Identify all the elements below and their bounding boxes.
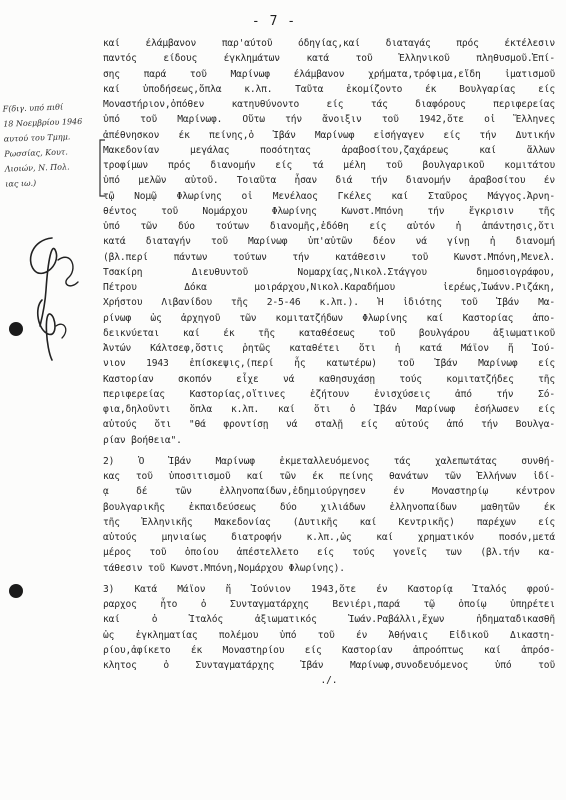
text-line: 3) Κατά Μάϊον ἤ Ἰούνιον 1943,ὅτε έν Καστορίᾳ Ἰταλός φρού- [103, 583, 555, 595]
text-line: κας τοῦ ὑποσιτισμοῦ καί τῶν έκ πείνης θανάτων τῶν Ἑλλήνων ἰδί- [103, 471, 555, 482]
text-line: Καστορίαν σκοπόν εἶχε νά καθησυχάσῃ τούς κομιτατζήδες τῆς [103, 373, 555, 385]
text-line: Μακεδονίαν μεγάλας ποσότητας ἀραβοσίτου,ζαχάρεως καί ἄλλων [103, 144, 555, 156]
text-line: κατά διαταγήν τοῦ Μαρίνωφ ὑπ'αὐτῶν δέον νά γίνῃ ἡ διανομή [103, 236, 555, 248]
text-line: ἀπέθνησκον έκ πείνης,ὁ Ἰβάν Μαρίνωφ εἰσήγαγεν είς τήν Δυτικήν [103, 129, 555, 141]
page-number: - 7 - [251, 14, 297, 29]
text-line: τροφίμων πρός διανομήν είς τά μέλη τοῦ βουλγαρικοῦ κομιτάτου [103, 160, 555, 171]
text-line: (βλ.περί πάντων τούτων τήν κατάθεσιν τοῦ Κωνστ.Μπόνη,Μενελ. [103, 251, 555, 263]
text-line: Πέτρου Δόκα μοιράρχου,Νικολ.Καραδήμου ἱερέως,Ἰωάνν.Ριζάκη, [103, 282, 555, 293]
text-line: φια,δηλοῦντι ὅπλα κ.λπ. καί ὅτι ὁ Ἰβάν Μαρίνωφ ἐσήλωσεν είς [103, 404, 555, 415]
text-line: ./. [320, 675, 338, 687]
text-line: σης παρά τοῦ Μαρίνωφ έλάμβανον χρήματα,τρόφιμα,εἴδη ἱματισμοῦ [103, 68, 555, 80]
text-line: Μοναστήριον,ὁπόθεν κατηυθύνοντο είς τάς διαφόρους περιφερείας [103, 99, 555, 110]
text-line: ὑπό μελῶν αὐτοῦ. Τοιαῦτα ἦσαν διά τήν διανομήν ἀραβοσίτου έν [103, 175, 555, 187]
text-line: αὐτούς ὅτι "θά φροντίσῃ νά σταλῇ είς αὐτούς ἀπό τήν Βουλγα- [103, 419, 555, 431]
handwritten-margin-note [2, 98, 99, 191]
text-line: καί ὑποδήσεως,ὅπλα κ.λπ. Ταῦτα ἐκομίζοντο έκ Βουλγαρίας είς [103, 83, 555, 95]
text-line: 2) Ὁ Ἰβάν Μαρίνωφ ἐκμεταλλευόμενος τάς χαλεπωτάτας συνθή- [103, 455, 555, 467]
margin-note-line: ιας ιω.) [5, 178, 37, 189]
text-line: καί έλάμβανον παρ'αύτοῦ όδηγίας,καί διαταγάς πρός έκτέλεσιν [103, 38, 555, 49]
text-line: Τσακίρη Διευθυντοῦ Νομαρχίας,Νικολ.Στάγγου δημοσιογράφου, [103, 266, 555, 278]
text-line: ὑπό τῶν δύο τούτων διανομῆς,ἐδόθη είς αὐτόν ἡ ἀπάντησις,ὅτι [103, 221, 555, 232]
punch-hole [9, 322, 23, 336]
text-line: ᾳ δέ τῶν ἑλληνοπαίδων,ἐδημιούργησεν έν Μοναστηρίῳ κέντρον [103, 486, 555, 498]
margin-note-line: Ρωσσίας, Κουτ. [4, 147, 68, 159]
text-line: παντός είδους έγκλημάτων κατά τοῦ Ἑλληνικοῦ πληθυσμοῦ.Ἐπί- [103, 53, 555, 65]
text-line: τῆς Ἑλληνικῆς Μακεδονίας (Δυτικῆς καί Κεντρικῆς) παρέχων είς [103, 516, 555, 528]
text-line: κλητος ὁ Συνταγματάρχης Ἰβάν Μαρίνωφ,συνοδευόμενος ὑπό τοῦ [103, 660, 555, 671]
text-line: δεικνύεται καί έκ τῆς καταθέσεως τοῦ βουλγάρου ἀξιωματικοῦ [103, 327, 555, 339]
text-line: ραρχος ἦτο ὁ Συνταγματάρχης Βενιέρι,παρά τῷ ὁποίῳ ὑπηρέτει [103, 599, 555, 610]
handwritten-signature [12, 230, 92, 370]
text-line: καί ὁ Ἰταλός ἀξιωματικός Ἰωάν.Ραβάλλι,ἔχων ἠδηματαδικασθῆ [103, 614, 555, 626]
margin-note-line: αυτού του Τμημ. [3, 132, 71, 144]
margin-note-line: F(διγ. υπό πιθί [2, 102, 64, 114]
text-line: μέρος τοῦ ὁποίου ἀπέστελλετο είς τούς γονεῖς των (βλ.τήν κα- [103, 547, 555, 559]
text-line: βουλγαρικῆς ἐκπαιδεύσεως δύο χιλιάδων ἑλληνοπαίδων μαθητῶν έκ [103, 501, 555, 513]
text-line: ὡς ἐγκληματίας πολέμου ὑπό τοῦ έν Ἀθήναις Εἰδικοῦ Δικαστη- [103, 629, 555, 641]
text-line: τάθεσιν τοῦ Κωνστ.Μπόνη,Νομάρχου Φλωρίνης). [103, 562, 345, 574]
text-line: θέντος τοῦ Νομάρχου Φλωρίνης Κωνστ.Μπόνη τήν ἔγκρισιν τῆς [103, 205, 555, 217]
text-line: ρίου,ἀφίκετο έκ Μοναστηρίου είς Καστορίαν ἀπροόπτως καί ἀπρόσ- [103, 644, 555, 656]
text-line: ρίνωφ ὡς ἀρχηγοῦ τῶν κομιτατζήδων Φλωρίνης καί Καστορίας ἀπο- [103, 312, 555, 324]
text-line: νιον 1943 ἐπίσκεψις,(περί ἧς κατωτέρω) τοῦ Ἰβάν Μαρίνωφ είς [103, 358, 555, 370]
margin-note-line: Λιοιών, Ν. Πολ. [4, 162, 70, 174]
text-line: αὐτούς μηνιαίως διατροφήν κ.λπ.,ὡς καί χρηματικόν ποσόν,μετά [103, 532, 555, 543]
margin-note-line: 18 Νοεμβρίου 1946 [3, 116, 83, 129]
text-line: Χρήστου Λιβανίδου τῆς 2-5-46 κ.λπ.). Ἡ ἰδιότης τοῦ Ἰβάν Μα- [103, 297, 555, 309]
text-line: ὑπό τοῦ Μαρίνωφ. Οὕτω τήν ἄνοιξιν τοῦ 1942,ὅτε οἱ Ἕλληνες [103, 114, 555, 126]
punch-hole [9, 584, 23, 598]
text-line: ρίαν βοήθεια". [103, 434, 182, 446]
text-line: Ἀντών Κάλτσεφ,ὅστις ῥητῶς καταθέτει ὅτι ἡ κατά Μάϊον ἤ Ἰού- [103, 343, 555, 354]
text-line: τῷ Νομῷ Φλωρίνης οἱ Μενέλαος Γκέλες καί Σταῦρος Μάγγος.Ἀρνη- [103, 190, 555, 202]
text-line: περιφερείας Καστορίας,οἵτινες ἐζήτουν ἐνισχύσεις ἀπό τήν Σό- [103, 388, 555, 400]
typed-body-text [103, 36, 555, 689]
